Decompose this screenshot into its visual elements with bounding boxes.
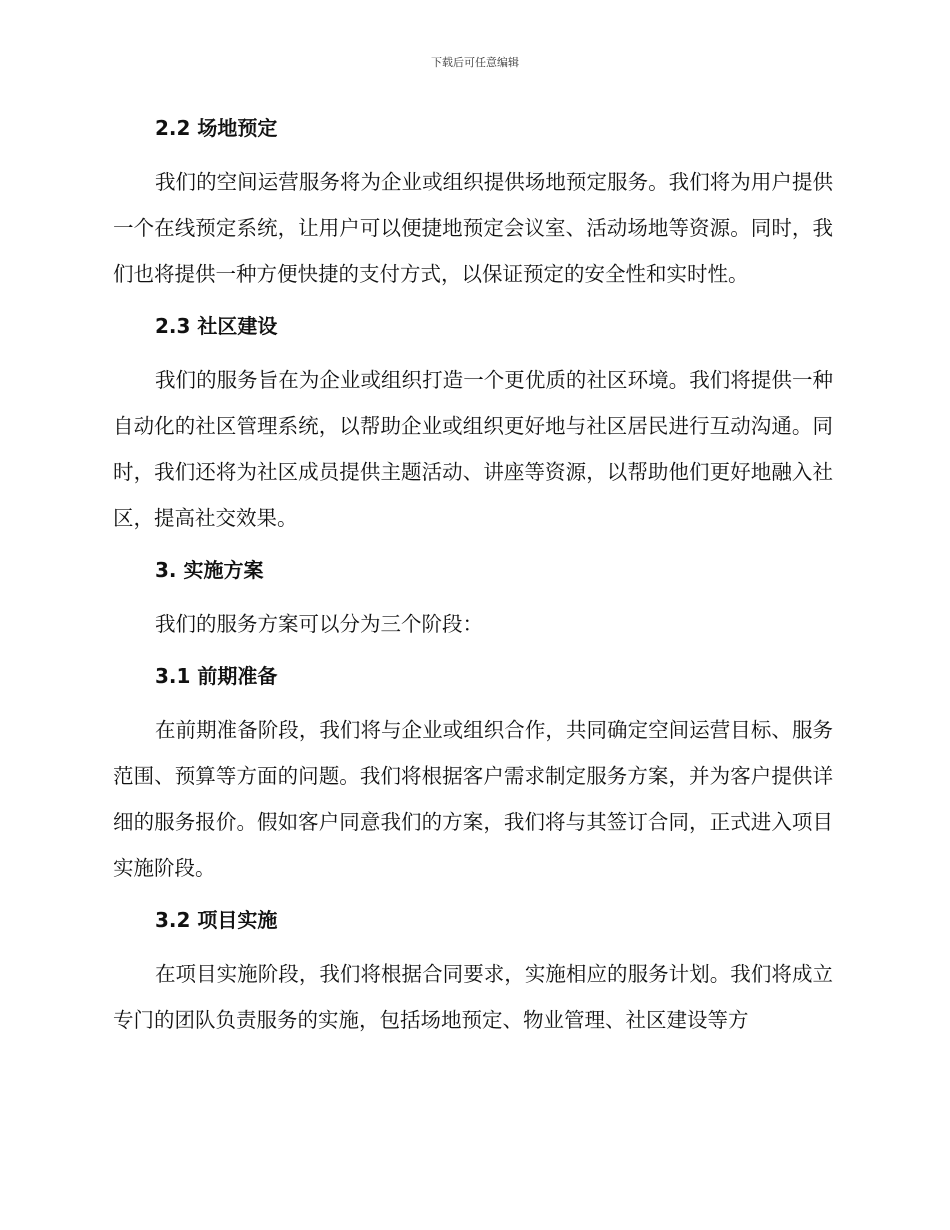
section-heading-3-2: 3.2 项目实施: [155, 908, 278, 932]
document-body: [113, 113, 833, 1043]
section-heading-3: 3. 实施方案: [155, 558, 264, 582]
section-paragraph-2-2: 我们的空间运营服务将为企业或组织提供场地预定服务。我们将为用户提供一个在线预定系统，让用户可以便捷地预定会议室、活动场地等资源。同时，我们也将提供一种方便快捷的支付方式，以保证预定的安全性和实时性。: [113, 170, 833, 286]
section-heading-2-2: 2.2 场地预定: [155, 116, 278, 140]
section-heading-2-3: 2.3 社区建设: [155, 314, 278, 338]
section-paragraph-3: 我们的服务方案可以分为三个阶段：: [155, 612, 483, 636]
section-paragraph-3-2: 在项目实施阶段，我们将根据合同要求，实施相应的服务计划。我们将成立专门的团队负责服务的实施，包括场地预定、物业管理、社区建设等方: [113, 962, 833, 1032]
section-paragraph-3-1: 在前期准备阶段，我们将与企业或组织合作，共同确定空间运营目标、服务范围、预算等方面的问题。我们将根据客户需求制定服务方案，并为客户提供详细的服务报价。假如客户同意我们的方案，我们将与其签订合同，正式进入项目实施阶段。: [113, 718, 833, 880]
header-note: 下载后可任意编辑: [431, 56, 519, 69]
section-heading-3-1: 3.1 前期准备: [155, 664, 278, 688]
section-paragraph-2-3: 我们的服务旨在为企业或组织打造一个更优质的社区环境。我们将提供一种自动化的社区管理系统，以帮助企业或组织更好地与社区居民进行互动沟通。同时，我们还将为社区成员提供主题活动、讲座等资源，以帮助他们更好地融入社区，提高社交效果。: [113, 368, 833, 530]
